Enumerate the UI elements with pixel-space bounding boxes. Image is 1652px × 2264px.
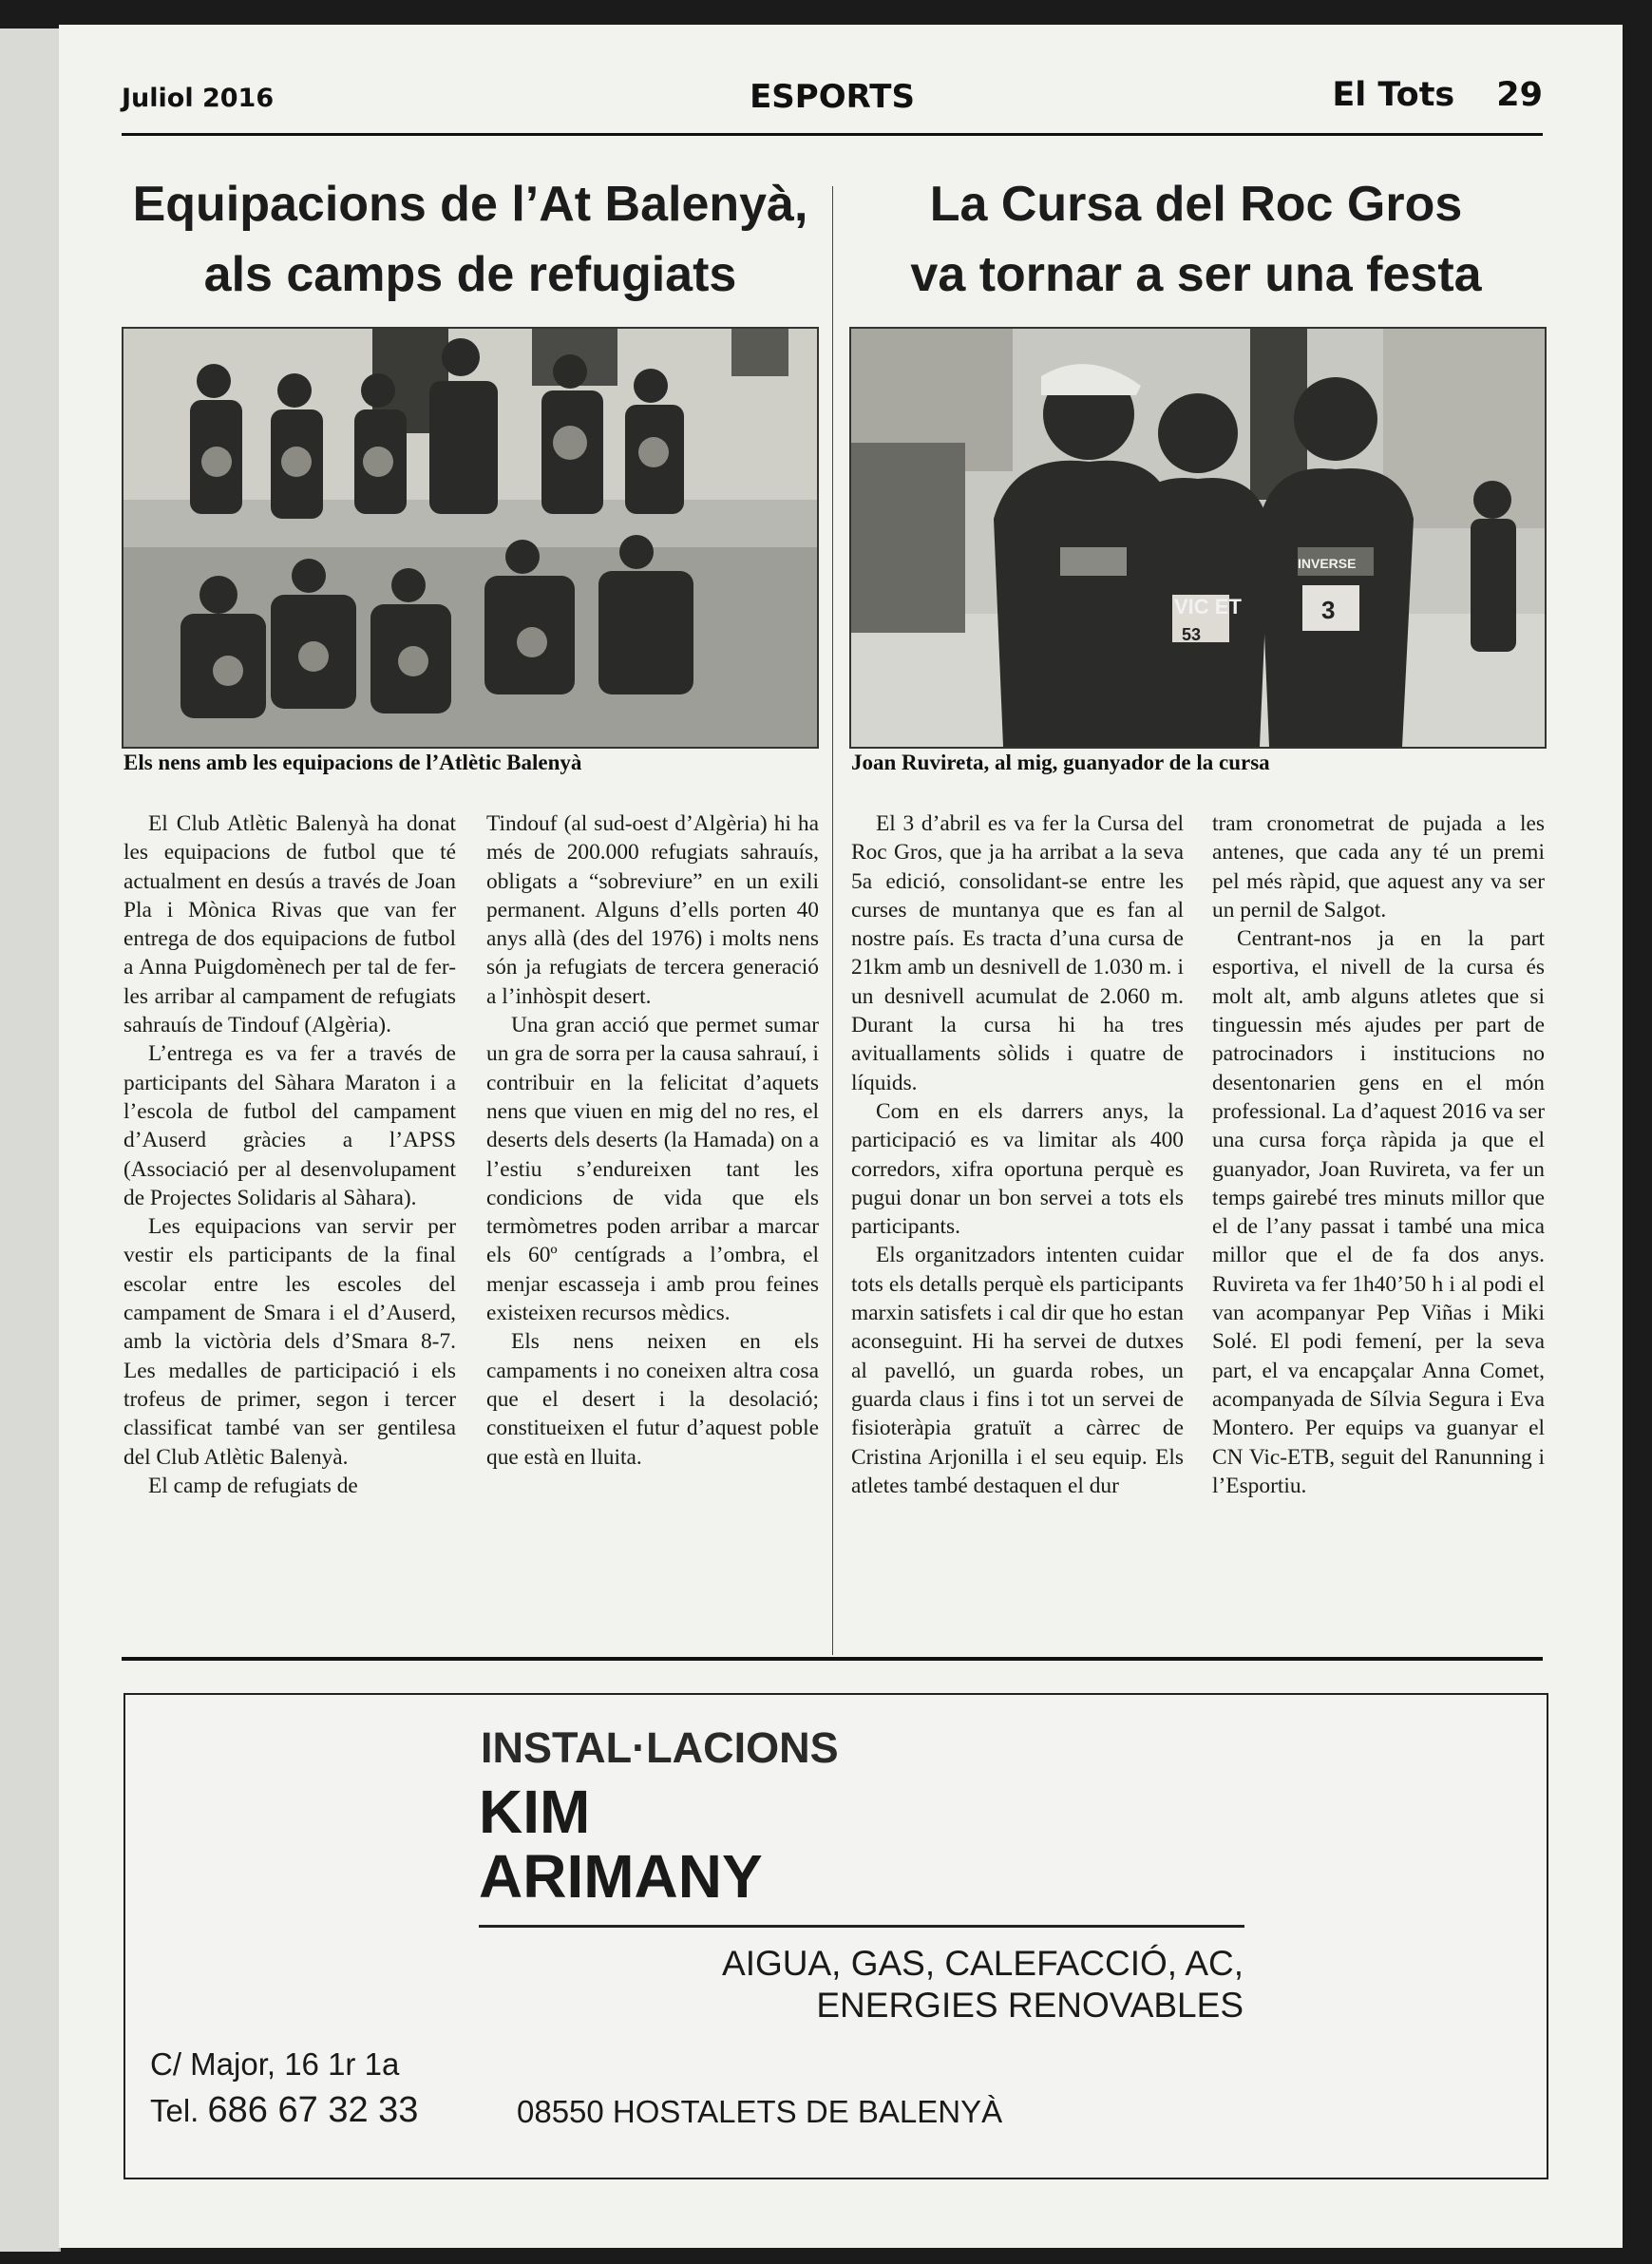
ad-address: C/ Major, 16 1r 1a xyxy=(150,2046,400,2082)
left-article-col2 xyxy=(486,809,819,1472)
left-photo-caption: Els nens amb les equipacions de l’Atlètic Balenyà xyxy=(123,751,582,774)
left-article-photo xyxy=(122,327,819,749)
ad-separator-rule xyxy=(122,1657,1543,1661)
right-article-photo xyxy=(849,327,1547,749)
bib-label-vic: VIC ET xyxy=(1174,595,1242,618)
left-title-line1: Equipacions de l’At Balenyà, xyxy=(132,177,808,232)
previous-page-edge xyxy=(0,29,61,2252)
bib-number-53: 53 xyxy=(1182,625,1202,644)
left-col2-p1: Tindouf (al sud-oest d’Algèria) hi ha més de 200.000 refugiats sahrauís, obligats a “sobreviure” en un exili permanent. Alguns d’ells porten 40 anys allà (des del 1976) i molts nens són ja refugiats de tercera generació a l’inhòspit desert. xyxy=(486,811,819,1009)
left-col2-p2: Una gran acció que permet sumar un gra de sorra per la causa sahrauí, i contribuir en la felicitat d’aquets nens que viuen en mig del no res, el deserts dels deserts (la Hamada) on a l’estiu s’endureixen tant les condicions de vida que els termòmetres poden arribar a marcar els 60º centígrads a l’ombra, el menjar escasseja i amb prou feines existeixen recursos mèdics. xyxy=(486,1013,819,1326)
left-title-line2: als camps de refugiats xyxy=(203,247,737,302)
ad-line1: INSTAL·LACIONS xyxy=(481,1723,839,1772)
left-col1-p4: El camp de refugiats de xyxy=(148,1473,358,1498)
left-col1-p1: El Club Atlètic Balenyà ha donat les equipacions de futbol que té actualment en desús a través de Joan Pla i Mònica Rivas que van fer entrega de dos equipacions de futbol a Anna Puigdomènech per tal de fer-les arribar al campament de refugiats sahrauís de Tindouf (Algèria). xyxy=(123,811,456,1038)
right-col2-p1: tram cronometrat de pujada a les antenes, que cada any té un premi pel més ràpid, que aquest any va ser un pernil de Salgot. xyxy=(1212,811,1545,923)
left-col2-p3: Els nens neixen en els campaments i no coneixen altra cosa que el desert i la desolació; constitueixen el futur d’aquest poble que està en lluita. xyxy=(486,1329,819,1470)
right-article-col1 xyxy=(851,809,1184,1500)
ad-postal-address: 08550 HOSTALETS DE BALENYÀ xyxy=(517,2094,1003,2129)
page-header xyxy=(122,70,1543,116)
article-divider xyxy=(832,186,833,1655)
page-number: 29 xyxy=(1496,76,1543,114)
left-article-col1 xyxy=(123,809,456,1500)
header-date: Juliol 2016 xyxy=(122,84,275,113)
header-publication xyxy=(1332,76,1543,114)
ad-tel-label: Tel. xyxy=(150,2093,199,2128)
ad-services-line2: ENERGIES RENOVABLES xyxy=(816,1986,1244,2025)
right-title-line2: va tornar a ser una festa xyxy=(910,247,1482,302)
header-rule xyxy=(122,133,1543,136)
right-col2-p2: Centrant-nos ja en la part esportiva, el nivell de la cursa és molt alt, amb alguns atletes que si tinguessin més ajudes per part de patrocinadors i institucions no desentonarien gens en el món professional. La d’aquest 2016 va ser una cursa força ràpida ja que el guanyador, Joan Ruvireta, va fer un temps gairebé tres minuts millor que el de l’any passat i també una mica millor que el de fa dos anys. Ruvireta va fer 1h40’50 h i al podi el van acompanyar Pep Viñas i Miki Solé. El podi femení, per la seva part, el va encapçalar Anna Comet, acompanyada de Sílvia Segura i Eva Montero. Per equips va guanyar el CN Vic-ETB, seguit del Ranunning i l’Esportiu. xyxy=(1212,926,1545,1498)
runners-podium-photo xyxy=(851,329,1545,747)
right-title-line1: La Cursa del Roc Gros xyxy=(929,177,1463,232)
ad-telephone xyxy=(150,2090,418,2131)
right-col1-p2: Com en els darrers anys, la participació es va limitar als 400 corredors, xifra oportuna perquè es pugui donar un bon servei a tots els participants. xyxy=(851,1098,1184,1240)
advertisement-kim-arimany xyxy=(123,1693,1548,2179)
header-section: ESPORTS xyxy=(750,78,915,116)
ad-line2: KIM xyxy=(479,1778,591,1846)
right-article-col2 xyxy=(1212,809,1545,1500)
right-col1-p3: Els organitzadors intenten cuidar tots els detalls perquè els participants marxin satisfets i cal dir que ho estan aconseguint. Hi ha servei de dutxes al pavelló, un guarda robes, un guarda claus i fins i tot un servei de fisioteràpia gratuït a càrrec de Cristina Arjonilla i el seu equip. Els atletes també destaquen el dur xyxy=(851,1243,1184,1498)
right-photo-caption: Joan Ruvireta, al mig, guanyador de la cursa xyxy=(851,751,1270,774)
ad-tel-number: 686 67 32 33 xyxy=(207,2090,419,2130)
publication-name: El Tots xyxy=(1332,76,1455,114)
ad-line3: ARIMANY xyxy=(479,1842,763,1911)
kids-team-photo xyxy=(123,329,817,747)
ad-services-line1: AIGUA, GAS, CALEFACCIÓ, AC, xyxy=(722,1944,1244,1983)
left-article-title xyxy=(122,169,819,310)
left-col1-p2: L’entrega es va fer a través de participants del Sàhara Maraton i a l’escola de futbol del campament d’Auserd gràcies a l’APSS (Associació per al desenvolupament de Projectes Solidaris al Sàhara). xyxy=(123,1041,456,1210)
left-col1-p3: Les equipacions van servir per vestir els participants de la final escolar entre les escoles del campament de Smara i el d’Auserd, amb la victòria dels d’Smara 8-7. Les medalles de participació i els trofeus de primer, segon i tercer classificat també van ser gentilesa del Club Atlètic Balenyà. xyxy=(123,1214,456,1470)
bib-number-3: 3 xyxy=(1321,596,1336,624)
bib-label-inverse: INVERSE xyxy=(1298,556,1357,571)
right-col1-p1: El 3 d’abril es va fer la Cursa del Roc Gros, que ja ha arribat a la seva 5a edició, consolidant-se entre les curses de muntanya que es fan al nostre país. Es tracta d’una cursa de 21km amb un desnivell de 1.030 m. i un desnivell acumulat de 2.060 m. Durant la cursa hi ha tres avituallaments sòlids i quatre de líquids. xyxy=(851,811,1184,1095)
ad-rule xyxy=(479,1925,1244,1928)
right-article-title xyxy=(849,169,1543,310)
